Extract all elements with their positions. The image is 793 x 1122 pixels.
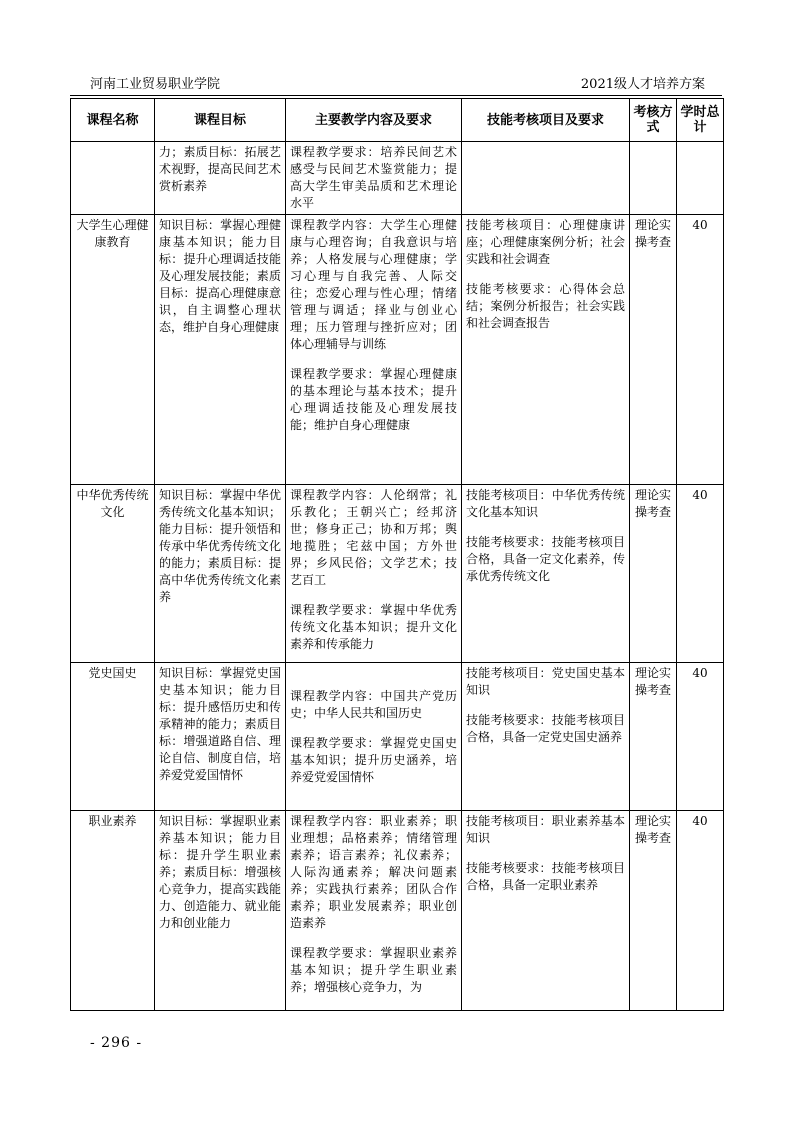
header-document-title: 2021级人才培养方案 [580, 77, 705, 92]
course-table [70, 98, 724, 1011]
column-header: 课程目标 [155, 99, 286, 142]
content-requirement: 课程教学要求：掌握心理健康的基本理论与基本技术；提升心理调适技能及心理发展技能；维护自身心理健康 [290, 367, 457, 432]
column-header: 课程名称 [71, 99, 155, 142]
table-row [71, 215, 724, 485]
skill-requirement: 技能考核要求：技能考核项目合格，具备一定党史国史涵养 [466, 713, 625, 744]
skill-item: 技能考核项目：职业素养基本知识 [466, 814, 625, 845]
header-rule [70, 95, 722, 96]
assessment-method: 理论实操考查 [630, 485, 677, 663]
skill-item: 技能考核项目：中华优秀传统文化基本知识 [466, 488, 625, 519]
column-header: 学时总计 [677, 99, 724, 142]
assessment-method: 理论实操考查 [630, 215, 677, 485]
total-hours: 40 [677, 485, 724, 663]
table-row [71, 811, 724, 1011]
skill-requirement: 技能考核要求：技能考核项目合格，具备一定职业素养 [466, 861, 625, 892]
course-goal: 力；素质目标：拓展艺术视野，提高民间艺术赏析素养 [155, 142, 286, 215]
skill-item: 技能考核项目：心理健康讲座；心理健康案例分析；社会实践和社会调查 [466, 218, 625, 266]
course-goal: 知识目标：掌握职业素养基本知识；能力目标：提升学生职业素养；素质目标：增强核心竞争力，提高实践能力、创造能力、就业能力和创业能力 [155, 811, 286, 1011]
course-skill [462, 215, 630, 485]
assessment-method [630, 142, 677, 215]
column-header: 考核方式 [630, 99, 677, 142]
table-header-row [71, 99, 724, 142]
column-header: 技能考核项目及要求 [462, 99, 630, 142]
course-content [286, 142, 462, 215]
course-content [286, 663, 462, 811]
header-institution: 河南工业贸易职业学院 [90, 77, 221, 92]
course-content [286, 485, 462, 663]
course-skill [462, 142, 630, 215]
table-row [71, 485, 724, 663]
content-requirement: 课程教学要求：掌握中华优秀传统文化基本知识；提升文化素养和传承能力 [290, 603, 457, 651]
course-skill [462, 811, 630, 1011]
content-teaching: 课程教学内容：人伦纲常；礼乐教化；王朝兴亡；经邦济世；修身正己；协和万邦；舆地揽胜；宅兹中国；方外世界；乡风民俗；文学艺术；技艺百工 [290, 488, 457, 587]
skill-item: 技能考核项目：党史国史基本知识 [466, 666, 625, 697]
content-teaching: 课程教学内容：大学生心理健康与心理咨询；自我意识与培养；人格发展与心理健康；学习心理与自我完善、人际交往；恋爱心理与性心理；情绪管理与调适；择业与创业心理；压力管理与挫折应对；团体心理辅导与训练 [290, 218, 457, 351]
assessment-method: 理论实操考查 [630, 663, 677, 811]
table-row [71, 142, 724, 215]
course-goal: 知识目标：掌握党史国史基本知识；能力目标：提升感悟历史和传承精神的能力；素质目标：增强道路自信、理论自信、制度自信，培养爱党爱国情怀 [155, 663, 286, 811]
total-hours: 40 [677, 811, 724, 1011]
course-name: 大学生心理健康教育 [71, 215, 155, 485]
total-hours: 40 [677, 215, 724, 485]
skill-requirement: 技能考核要求：心得体会总结；案例分析报告；社会实践和社会调查报告 [466, 282, 625, 330]
content-requirement: 课程教学要求：培养民间艺术感受与民间艺术鉴赏能力；提高大学生审美品质和艺术理论水平 [290, 145, 457, 210]
total-hours: 40 [677, 663, 724, 811]
page-number: - 296 - [90, 1035, 143, 1051]
course-name [71, 142, 155, 215]
course-skill [462, 663, 630, 811]
skill-requirement: 技能考核要求：技能考核项目合格，具备一定文化素养，传承优秀传统文化 [466, 535, 625, 583]
content-teaching: 课程教学内容：中国共产党历史；中华人民共和国历史 [290, 688, 457, 720]
course-name: 党史国史 [71, 663, 155, 811]
content-teaching: 课程教学内容：职业素养；职业理想；品格素养；情绪管理素养；语言素养；礼仪素养；人际沟通素养；解决问题素养；实践执行素养；团队合作素养；职业发展素养；职业创造素养 [290, 814, 457, 930]
course-goal: 知识目标：掌握心理健康基本知识；能力目标：提升心理调适技能及心理发展技能；素质目标：提高心理健康意识，自主调整心理状态，维护自身心理健康 [155, 215, 286, 485]
total-hours [677, 142, 724, 215]
course-name: 中华优秀传统文化 [71, 485, 155, 663]
course-name: 职业素养 [71, 811, 155, 1011]
content-requirement: 课程教学要求：掌握职业素养基本知识；提升学生职业素养；增强核心竞争力，为 [290, 946, 457, 994]
column-header: 主要教学内容及要求 [286, 99, 462, 142]
assessment-method: 理论实操考查 [630, 811, 677, 1011]
course-content [286, 811, 462, 1011]
course-skill [462, 485, 630, 663]
content-requirement: 课程教学要求：掌握党史国史基本知识；提升历史涵养，培养爱党爱国情怀 [290, 735, 457, 784]
course-goal: 知识目标：掌握中华优秀传统文化基本知识；能力目标：提升领悟和传承中华优秀传统文化的能力；素质目标：提高中华优秀传统文化素养 [155, 485, 286, 663]
course-content [286, 215, 462, 485]
table-row [71, 663, 724, 811]
